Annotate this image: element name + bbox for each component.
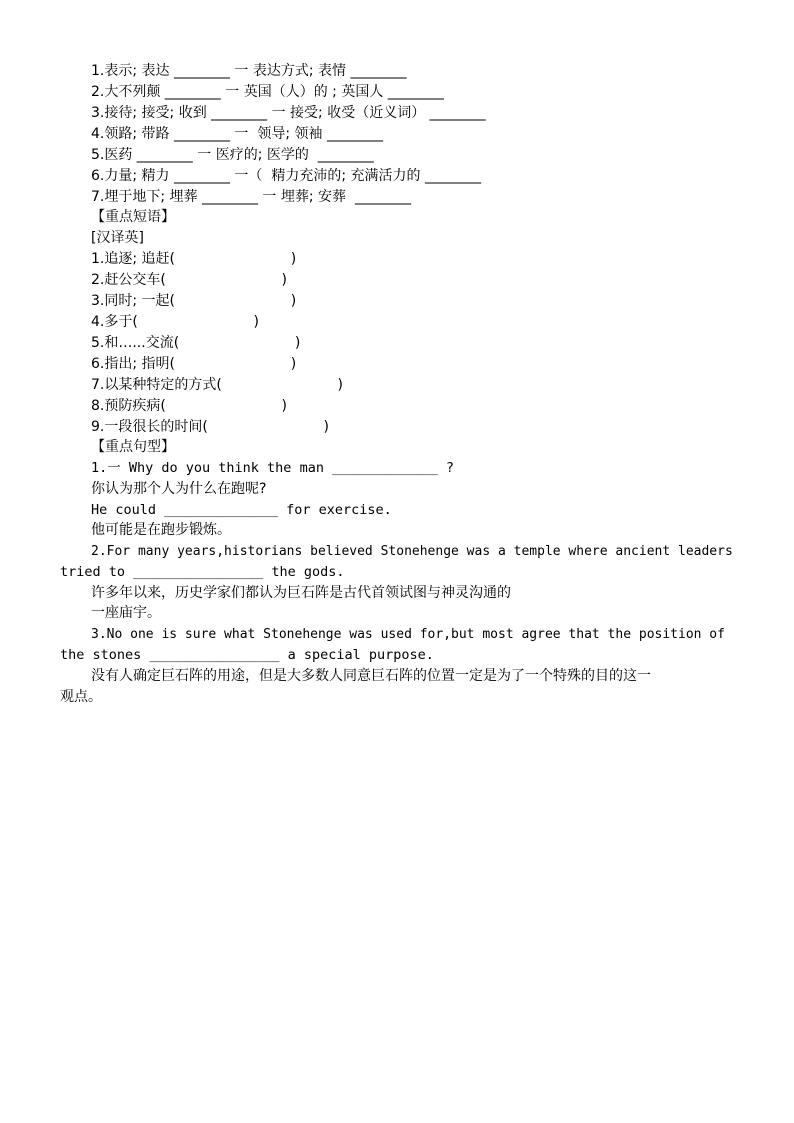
phrase-item-6: 6.指出; 指明( ) [91, 356, 297, 372]
phrase-item-8: 8.预防疾病( ) [91, 398, 287, 414]
sentence-2-english-line-2: tried to ________________ the gods. [60, 564, 345, 580]
sentence-1-chinese-b: 他可能是在跑步锻炼。 [91, 522, 231, 538]
sentence-3-english-line-1: 3.No one is sure what Stonehenge was used for,but most agree that the position of [91, 627, 725, 642]
phrase-item-3: 3.同时; 一起( ) [91, 293, 297, 309]
sentence-2-chinese-line-1: 许多年以来，历史学家们都认为巨石阵是古代首领试图与神灵沟通的 [91, 585, 511, 601]
sentence-2-chinese-line-2: 一座庙宇。 [91, 605, 161, 621]
phrases-subheading: [汉译英] [91, 230, 144, 246]
phrase-item-4: 4.多于( ) [91, 314, 259, 330]
sentence-3-english-line-2: the stones ________________ a special purpose. [60, 647, 434, 663]
phrase-item-1: 1.追逐; 追赶( ) [91, 251, 297, 267]
sentence-1-english-b: He could ______________ for exercise. [91, 502, 392, 518]
sentences-heading: 【重点句型】 [91, 439, 175, 455]
vocab-item-7: 7.埋于地下; 埋葬 ________ 一 埋葬; 安葬 ________ [91, 189, 411, 205]
phrase-item-2: 2.赶公交车( ) [91, 272, 287, 288]
sentence-3-chinese-line-2: 观点。 [60, 689, 102, 705]
phrase-item-9: 9.一段很长的时间( ) [91, 419, 329, 435]
vocab-item-1: 1.表示; 表达 ________ 一 表达方式; 表情 ________ [91, 63, 407, 79]
phrases-heading: 【重点短语】 [91, 209, 175, 225]
sentence-1-english-a: 1.一 Why do you think the man _____________ ? [91, 460, 454, 476]
vocab-item-4: 4.领路; 带路 ________ 一 领导; 领袖 ________ [91, 126, 383, 142]
vocab-item-3: 3.接待; 接受; 收到 ________ 一 接受; 收受（近义词） ________ [91, 105, 486, 121]
sentence-3-chinese-line-1: 没有人确定巨石阵的用途，但是大多数人同意巨石阵的位置一定是为了一个特殊的目的这一 [91, 668, 651, 684]
vocab-item-2: 2.大不列颠 ________ 一 英国（人）的 ; 英国人 ________ [91, 84, 444, 100]
phrase-item-5: 5.和…...交流( ) [91, 335, 301, 351]
vocab-item-6: 6.力量; 精力 ________ 一（ 精力充沛的; 充满活力的 ________ [91, 168, 481, 184]
sentence-1-chinese-a: 你认为那个人为什么在跑呢? [91, 481, 267, 497]
sentence-2-english-line-1: 2.For many years,historians believed Stonehenge was a temple where ancient leaders [91, 544, 733, 559]
vocab-item-5: 5.医药 ________ 一 医疗的; 医学的 ________ [91, 147, 374, 163]
phrase-item-7: 7.以某种特定的方式( ) [91, 377, 343, 393]
